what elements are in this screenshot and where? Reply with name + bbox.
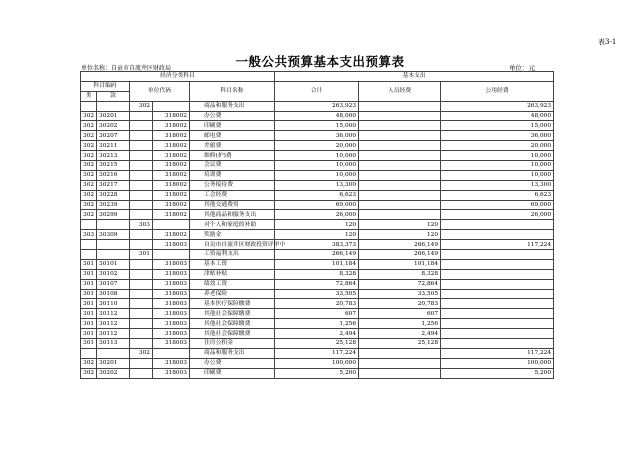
cell-subject-name: 养老保险 <box>190 289 275 299</box>
cell-total: 8,328 <box>275 269 359 279</box>
cell-subject-name: 会议费 <box>190 161 275 171</box>
cell-public: 69,000 <box>441 200 554 210</box>
cell-unit-code: 318003 <box>153 240 190 250</box>
cell-lei: 302 <box>81 170 97 180</box>
cell-mid-code <box>130 319 153 329</box>
cell-subject-name: 培训费 <box>190 170 275 180</box>
cell-unit-code: 318002 <box>153 190 190 200</box>
cell-public: 6,623 <box>441 190 554 200</box>
table-row <box>81 200 554 210</box>
cell-lei: 302 <box>81 190 97 200</box>
header-total: 合计 <box>275 81 359 101</box>
cell-total: 100,000 <box>275 358 359 368</box>
table-row <box>81 220 554 230</box>
cell-mid-code: 303 <box>130 220 153 230</box>
cell-unit-code: 318002 <box>153 200 190 210</box>
cell-mid-code <box>130 358 153 368</box>
cell-personnel <box>359 101 441 111</box>
currency-unit: 单位：元 <box>509 64 535 72</box>
cell-total: 6,623 <box>275 190 359 200</box>
cell-unit-code: 318002 <box>153 141 190 151</box>
cell-total: 10,000 <box>275 151 359 161</box>
cell-unit-code: 318002 <box>153 111 190 121</box>
cell-lei: 302 <box>81 210 97 220</box>
cell-subject-name: 其他社会保障缴费 <box>190 309 275 319</box>
cell-lei: 302 <box>81 151 97 161</box>
table-row <box>81 180 554 190</box>
cell-public <box>441 220 554 230</box>
cell-unit-code: 318003 <box>153 339 190 349</box>
cell-personnel: 607 <box>359 309 441 319</box>
cell-lei: 301 <box>81 309 97 319</box>
cell-kuan: 30112 <box>97 319 130 329</box>
cell-public <box>441 269 554 279</box>
cell-subject-name: 印刷费 <box>190 121 275 131</box>
cell-kuan: 30102 <box>97 269 130 279</box>
cell-public <box>441 299 554 309</box>
cell-kuan: 30215 <box>97 161 130 171</box>
cell-personnel: 266,149 <box>359 240 441 250</box>
cell-mid-code <box>130 269 153 279</box>
cell-kuan: 30112 <box>97 309 130 319</box>
budget-table <box>80 71 554 379</box>
cell-kuan: 30108 <box>97 289 130 299</box>
cell-personnel <box>359 180 441 190</box>
cell-unit-code: 318002 <box>153 121 190 131</box>
cell-total: 13,300 <box>275 180 359 190</box>
cell-public: 15,000 <box>441 121 554 131</box>
cell-public <box>441 319 554 329</box>
cell-subject-name: 其他交通费用 <box>190 200 275 210</box>
table-row <box>81 329 554 339</box>
cell-lei: 302 <box>81 161 97 171</box>
cell-kuan: 30216 <box>97 170 130 180</box>
cell-lei: 302 <box>81 368 97 378</box>
cell-mid-code <box>130 151 153 161</box>
cell-kuan: 30113 <box>97 339 130 349</box>
cell-unit-code: 318002 <box>153 180 190 190</box>
cell-mid-code <box>130 210 153 220</box>
cell-total: 263,923 <box>275 101 359 111</box>
cell-total: 72,864 <box>275 279 359 289</box>
cell-kuan: 30110 <box>97 299 130 309</box>
cell-lei: 301 <box>81 289 97 299</box>
cell-personnel: 25,128 <box>359 339 441 349</box>
cell-unit-code: 318002 <box>153 170 190 180</box>
cell-kuan: 30101 <box>97 259 130 269</box>
cell-unit-code: 318003 <box>153 358 190 368</box>
header-econ-class: 经济分类科目 <box>81 72 275 82</box>
cell-kuan: 30202 <box>97 368 130 378</box>
cell-kuan <box>97 250 130 260</box>
table-row <box>81 121 554 131</box>
table-row <box>81 151 554 161</box>
cell-mid-code <box>130 190 153 200</box>
cell-subject-name: 办公费 <box>190 358 275 368</box>
table-row <box>81 240 554 250</box>
cell-personnel <box>359 161 441 171</box>
budget-table-body <box>81 101 554 378</box>
cell-subject-name: 维修(护)费 <box>190 151 275 161</box>
cell-mid-code <box>130 240 153 250</box>
cell-mid-code <box>130 230 153 240</box>
cell-subject-name: 工资福利支出 <box>190 250 275 260</box>
cell-subject-name: 住房公积金 <box>190 339 275 349</box>
header-personnel: 人员经费 <box>359 81 441 101</box>
table-row <box>81 319 554 329</box>
cell-mid-code <box>130 259 153 269</box>
table-row <box>81 368 554 378</box>
header-public: 公用经费 <box>441 81 554 101</box>
cell-lei <box>81 101 97 111</box>
cell-public: 117,224 <box>441 348 554 358</box>
cell-lei: 301 <box>81 269 97 279</box>
cell-kuan: 30239 <box>97 200 130 210</box>
table-row <box>81 230 554 240</box>
cell-total: 120 <box>275 220 359 230</box>
cell-total: 20,000 <box>275 141 359 151</box>
header-row-2 <box>81 81 554 91</box>
header-unit-code: 单位代码 <box>130 81 190 101</box>
header-basic-exp: 基本支出 <box>275 72 554 82</box>
table-row <box>81 289 554 299</box>
cell-subject-name: 印刷费 <box>190 368 275 378</box>
cell-total: 25,128 <box>275 339 359 349</box>
cell-public <box>441 339 554 349</box>
cell-total: 26,000 <box>275 210 359 220</box>
cell-total: 607 <box>275 309 359 319</box>
cell-personnel: 266,149 <box>359 250 441 260</box>
cell-kuan <box>97 220 130 230</box>
cell-total: 5,200 <box>275 368 359 378</box>
cell-personnel <box>359 121 441 131</box>
table-row <box>81 309 554 319</box>
cell-lei: 303 <box>81 230 97 240</box>
cell-subject-name: 其他社会保障缴费 <box>190 319 275 329</box>
cell-mid-code <box>130 121 153 131</box>
cell-public: 20,000 <box>441 141 554 151</box>
cell-subject-name: 差旅费 <box>190 141 275 151</box>
cell-total: 101,184 <box>275 259 359 269</box>
cell-personnel <box>359 131 441 141</box>
cell-total: 2,494 <box>275 329 359 339</box>
cell-unit-code: 318002 <box>153 131 190 141</box>
cell-kuan: 30202 <box>97 121 130 131</box>
cell-unit-code: 318002 <box>153 230 190 240</box>
cell-public <box>441 250 554 260</box>
cell-unit-code: 318003 <box>153 319 190 329</box>
cell-kuan: 30107 <box>97 279 130 289</box>
cell-personnel <box>359 111 441 121</box>
cell-lei: 302 <box>81 180 97 190</box>
cell-subject-name: 奖励金 <box>190 230 275 240</box>
header-subject-code: 科目编码 <box>81 81 130 91</box>
cell-kuan: 30213 <box>97 151 130 161</box>
cell-personnel: 120 <box>359 230 441 240</box>
cell-lei <box>81 220 97 230</box>
cell-mid-code <box>130 279 153 289</box>
table-row <box>81 161 554 171</box>
cell-mid-code <box>130 309 153 319</box>
cell-mid-code <box>130 170 153 180</box>
table-row <box>81 101 554 111</box>
cell-public: 48,000 <box>441 111 554 121</box>
cell-lei <box>81 250 97 260</box>
cell-mid-code <box>130 131 153 141</box>
cell-lei: 302 <box>81 121 97 131</box>
cell-total: 1,256 <box>275 319 359 329</box>
cell-mid-code <box>130 180 153 190</box>
cell-unit-code: 318003 <box>153 299 190 309</box>
cell-kuan: 30201 <box>97 111 130 121</box>
cell-total: 69,000 <box>275 200 359 210</box>
cell-subject-name: 对个人和家庭的补助 <box>190 220 275 230</box>
cell-personnel <box>359 170 441 180</box>
cell-public: 117,224 <box>441 240 554 250</box>
cell-kuan: 30299 <box>97 210 130 220</box>
cell-unit-code: 318003 <box>153 279 190 289</box>
table-row <box>81 348 554 358</box>
cell-mid-code <box>130 329 153 339</box>
cell-total: 33,505 <box>275 289 359 299</box>
cell-public: 5,200 <box>441 368 554 378</box>
cell-personnel: 120 <box>359 220 441 230</box>
cell-kuan: 30309 <box>97 230 130 240</box>
cell-subject-name: 商品和服务支出 <box>190 101 275 111</box>
table-row <box>81 131 554 141</box>
header-lei: 类 <box>81 91 97 101</box>
cell-total: 266,149 <box>275 250 359 260</box>
table-row <box>81 141 554 151</box>
cell-public: 26,000 <box>441 210 554 220</box>
cell-public <box>441 259 554 269</box>
table-row <box>81 339 554 349</box>
cell-lei: 302 <box>81 200 97 210</box>
table-row <box>81 299 554 309</box>
cell-personnel <box>359 210 441 220</box>
cell-mid-code <box>130 141 153 151</box>
cell-unit-code <box>153 250 190 260</box>
cell-lei: 302 <box>81 131 97 141</box>
cell-mid-code <box>130 299 153 309</box>
cell-public: 13,300 <box>441 180 554 190</box>
cell-mid-code <box>130 368 153 378</box>
cell-public: 10,000 <box>441 161 554 171</box>
cell-unit-code: 318003 <box>153 269 190 279</box>
cell-kuan: 30201 <box>97 358 130 368</box>
cell-lei: 302 <box>81 111 97 121</box>
cell-personnel: 20,783 <box>359 299 441 309</box>
cell-total: 10,000 <box>275 170 359 180</box>
cell-mid-code <box>130 200 153 210</box>
cell-lei <box>81 348 97 358</box>
cell-lei: 301 <box>81 329 97 339</box>
cell-personnel <box>359 190 441 200</box>
unit-name: 单位名称：自贡市自流井区财政局 <box>81 65 172 72</box>
cell-subject-name: 其他社会保障缴费 <box>190 329 275 339</box>
cell-public <box>441 329 554 339</box>
table-row <box>81 210 554 220</box>
table-row <box>81 190 554 200</box>
table-row <box>81 111 554 121</box>
cell-mid-code <box>130 289 153 299</box>
page-title: 一般公共预算基本支出预算表 <box>235 54 405 69</box>
cell-mid-code: 301 <box>130 250 153 260</box>
cell-unit-code: 318003 <box>153 329 190 339</box>
cell-mid-code <box>130 339 153 349</box>
cell-public <box>441 309 554 319</box>
cell-total: 48,000 <box>275 111 359 121</box>
cell-lei: 301 <box>81 299 97 309</box>
cell-public <box>441 289 554 299</box>
cell-personnel <box>359 368 441 378</box>
cell-kuan: 30207 <box>97 131 130 141</box>
cell-kuan: 30211 <box>97 141 130 151</box>
cell-personnel: 2,494 <box>359 329 441 339</box>
cell-unit-code: 318003 <box>153 259 190 269</box>
cell-public: 36,000 <box>441 131 554 141</box>
table-row <box>81 279 554 289</box>
cell-lei <box>81 240 97 250</box>
cell-personnel: 1,256 <box>359 319 441 329</box>
table-row <box>81 250 554 260</box>
cell-mid-code <box>130 161 153 171</box>
cell-subject-name: 公务接待费 <box>190 180 275 190</box>
cell-lei: 301 <box>81 279 97 289</box>
cell-unit-code <box>153 101 190 111</box>
cell-unit-code <box>153 348 190 358</box>
cell-public: 10,000 <box>441 170 554 180</box>
cell-subject-name: 自贡市自流井区财政投资评审中 <box>190 240 275 250</box>
cell-subject-name: 其他商品和服务支出 <box>190 210 275 220</box>
cell-personnel <box>359 358 441 368</box>
cell-mid-code: 302 <box>130 101 153 111</box>
cell-subject-name: 办公费 <box>190 111 275 121</box>
cell-total: 383,373 <box>275 240 359 250</box>
cell-lei: 301 <box>81 339 97 349</box>
cell-subject-name: 基本医疗保险缴费 <box>190 299 275 309</box>
cell-unit-code: 318003 <box>153 368 190 378</box>
cell-lei: 302 <box>81 358 97 368</box>
cell-unit-code: 318002 <box>153 161 190 171</box>
cell-personnel: 33,505 <box>359 289 441 299</box>
table-row <box>81 170 554 180</box>
cell-personnel <box>359 200 441 210</box>
cell-kuan <box>97 348 130 358</box>
cell-unit-code: 318003 <box>153 289 190 299</box>
cell-kuan: 30228 <box>97 190 130 200</box>
cell-personnel <box>359 348 441 358</box>
cell-personnel <box>359 151 441 161</box>
cell-mid-code: 302 <box>130 348 153 358</box>
cell-personnel <box>359 141 441 151</box>
cell-kuan: 30217 <box>97 180 130 190</box>
header-subject-name: 科目名称 <box>190 81 275 101</box>
cell-total: 20,783 <box>275 299 359 309</box>
cell-subject-name: 邮电费 <box>190 131 275 141</box>
cell-subject-name: 工会经费 <box>190 190 275 200</box>
cell-subject-name: 津贴补贴 <box>190 269 275 279</box>
cell-total: 15,000 <box>275 121 359 131</box>
cell-mid-code <box>130 111 153 121</box>
cell-lei: 302 <box>81 141 97 151</box>
cell-personnel: 8,328 <box>359 269 441 279</box>
cell-subject-name: 商品和服务支出 <box>190 348 275 358</box>
cell-total: 117,224 <box>275 348 359 358</box>
cell-personnel: 101,184 <box>359 259 441 269</box>
cell-kuan: 30112 <box>97 329 130 339</box>
sheet-number: 表3-1 <box>598 38 617 46</box>
cell-unit-code: 318002 <box>153 151 190 161</box>
cell-public <box>441 279 554 289</box>
table-row <box>81 259 554 269</box>
table-row <box>81 358 554 368</box>
cell-public: 10,000 <box>441 151 554 161</box>
cell-subject-name: 基本工资 <box>190 259 275 269</box>
cell-lei: 301 <box>81 319 97 329</box>
header-kuan: 款 <box>97 91 130 101</box>
cell-kuan <box>97 240 130 250</box>
cell-subject-name: 绩效工资 <box>190 279 275 289</box>
header-row-1 <box>81 72 554 82</box>
cell-total: 10,000 <box>275 161 359 171</box>
cell-public <box>441 230 554 240</box>
cell-total: 36,000 <box>275 131 359 141</box>
cell-kuan <box>97 101 130 111</box>
cell-unit-code <box>153 220 190 230</box>
table-row <box>81 269 554 279</box>
cell-lei: 301 <box>81 259 97 269</box>
cell-unit-code: 318003 <box>153 309 190 319</box>
cell-public: 100,000 <box>441 358 554 368</box>
cell-personnel: 72,864 <box>359 279 441 289</box>
cell-public: 263,923 <box>441 101 554 111</box>
cell-unit-code: 318002 <box>153 210 190 220</box>
cell-total: 120 <box>275 230 359 240</box>
